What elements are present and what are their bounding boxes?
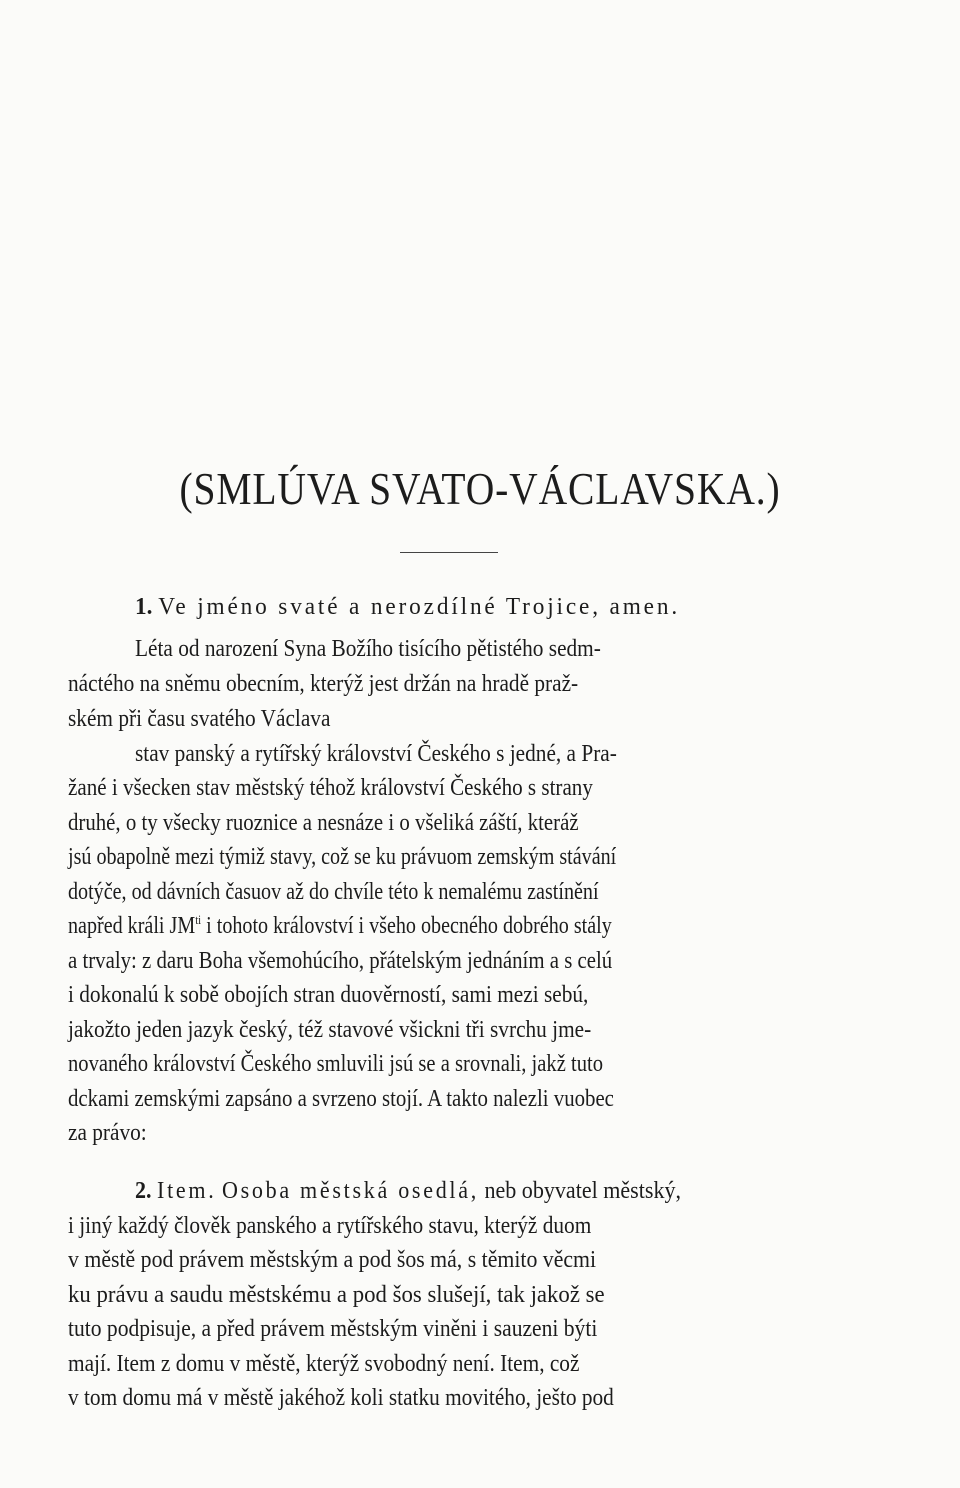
paragraph-line: mají. Item z domu v městě, kterýž svobodný není. Item, což [68, 1350, 580, 1377]
section-1-heading [135, 592, 680, 622]
paragraph-line: v tom domu má v městě jakéhož koli statku movitého, ješto pod [68, 1384, 614, 1411]
paragraph-line: v městě pod právem městským a pod šos má, s těmito věcmi [68, 1246, 597, 1273]
paragraph-line [68, 911, 612, 941]
paragraph-line: tuto podpisuje, a před právem městským viněni i sauzeni býti [68, 1315, 598, 1342]
paragraph-line: za právo: [68, 1119, 147, 1146]
section-lead-word: Item. [157, 1177, 217, 1204]
superscript: ti [195, 911, 202, 927]
paragraph-line: jakožto jeden jazyk český, též stavové všickni tři svrchu jme- [68, 1016, 592, 1043]
paragraph-line: stav panský a rytířský království Českého s jedné, a Pra- [135, 740, 617, 767]
paragraph-line: i jiný každý člověk panského a rytířského stavu, kterýž duom [68, 1212, 592, 1239]
line-rest: i tohoto království i všeho obecného dobrého stály [201, 912, 612, 939]
line-start: napřed králi JM [68, 912, 196, 939]
paragraph-line: žané i všecken stav městský téhož království Českého s strany [68, 774, 593, 801]
paragraph-line: ském při času svatého Václava [68, 705, 331, 732]
paragraph-line: Léta od narození Syna Božího tisícího pětistého sedm- [135, 635, 601, 662]
section-lead-tail: neb obyvatel městský, [478, 1177, 682, 1204]
section-number: 2. [135, 1177, 152, 1204]
paragraph-line: dotýče, od dávních časuov až do chvíle této k nemalému zastínění [68, 878, 599, 905]
title-divider [400, 552, 498, 553]
paragraph-line: dckami zemskými zapsáno a svrzeno stojí. A takto nalezli vuobec [68, 1085, 614, 1112]
section-lead-text: Osoba městská osedlá, [221, 1177, 479, 1204]
paragraph-line: náctého na sněmu obecním, kterýž jest držán na hradě praž- [68, 670, 579, 697]
paragraph-line: a trvaly: z daru Boha všemohúcího, přátelským jednáním a s celú [68, 947, 613, 974]
section-heading-text: Ve jméno svaté a nerozdílné Trojice, amen. [158, 593, 681, 620]
paragraph-line: druhé, o ty všecky ruoznice a nesnáze i o všeliká záští, kteráž [68, 809, 579, 836]
page-title: (SMLÚVA SVATO-VÁCLAVSKA.) [179, 463, 781, 514]
paragraph-line: ku právu a saudu městskému a pod šos slušejí, tak jakož se [68, 1281, 605, 1308]
paragraph-line: novaného království Českého smluvili jsú se a srovnali, jakž tuto [68, 1050, 604, 1077]
section-number: 1. [135, 593, 153, 620]
section-2-first-line [135, 1176, 681, 1206]
paragraph-line: i dokonalú k sobě obojích stran duověrností, sami mezi sebú, [68, 981, 589, 1008]
paragraph-line: jsú obapolně mezi týmiž stavy, což se ku právuom zemským stávání [68, 843, 617, 870]
